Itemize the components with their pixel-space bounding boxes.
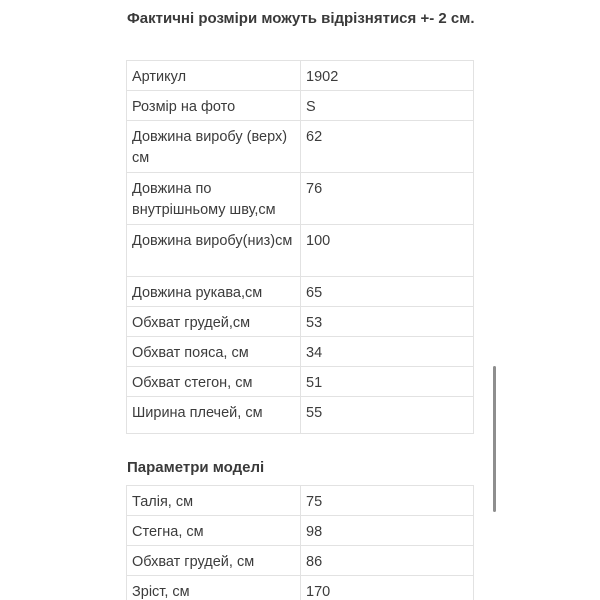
- row-label: Довжина по внутрішньому шву,см: [127, 173, 301, 225]
- row-label: Довжина виробу(низ)см: [127, 225, 301, 277]
- row-label: Обхват пояса, см: [127, 337, 301, 367]
- table-row: [127, 516, 474, 546]
- table-row: [127, 337, 474, 367]
- row-value: 75: [301, 486, 474, 516]
- row-value: 65: [301, 277, 474, 307]
- row-value: 98: [301, 516, 474, 546]
- row-value: 100: [301, 225, 474, 277]
- table-row: [127, 307, 474, 337]
- row-label: Довжина рукава,см: [127, 277, 301, 307]
- table-row: [127, 91, 474, 121]
- row-label: Стегна, см: [127, 516, 301, 546]
- scrollbar-thumb[interactable]: [493, 366, 496, 512]
- table-row: [127, 277, 474, 307]
- row-value: 53: [301, 307, 474, 337]
- row-label: Зріст, см: [127, 576, 301, 600]
- row-label: Талія, см: [127, 486, 301, 516]
- size-disclaimer: Фактичні розміри можуть відрізнятися +- 2 см.: [127, 10, 475, 27]
- row-label: Артикул: [127, 61, 301, 91]
- table-row: [127, 225, 474, 277]
- row-value: 34: [301, 337, 474, 367]
- table-row: [127, 576, 474, 600]
- table-row: [127, 546, 474, 576]
- table-row: [127, 61, 474, 91]
- table-row: [127, 367, 474, 397]
- row-value: 76: [301, 173, 474, 225]
- row-label: Довжина виробу (верх) см: [127, 121, 301, 173]
- row-label: Розмір на фото: [127, 91, 301, 121]
- row-label: Обхват грудей,см: [127, 307, 301, 337]
- row-label: Обхват стегон, см: [127, 367, 301, 397]
- model-parameters-title: Параметри моделі: [127, 459, 265, 476]
- row-value: S: [301, 91, 474, 121]
- table-row: [127, 121, 474, 173]
- row-label: Ширина плечей, см: [127, 397, 301, 434]
- row-value: 86: [301, 546, 474, 576]
- table-row: [127, 173, 474, 225]
- size-table: [126, 60, 474, 434]
- row-label: Обхват грудей, см: [127, 546, 301, 576]
- row-value: 55: [301, 397, 474, 434]
- row-value: 62: [301, 121, 474, 173]
- table-row: [127, 397, 474, 434]
- table-row: [127, 486, 474, 516]
- model-parameters-table: [126, 485, 474, 600]
- row-value: 1902: [301, 61, 474, 91]
- row-value: 170: [301, 576, 474, 600]
- row-value: 51: [301, 367, 474, 397]
